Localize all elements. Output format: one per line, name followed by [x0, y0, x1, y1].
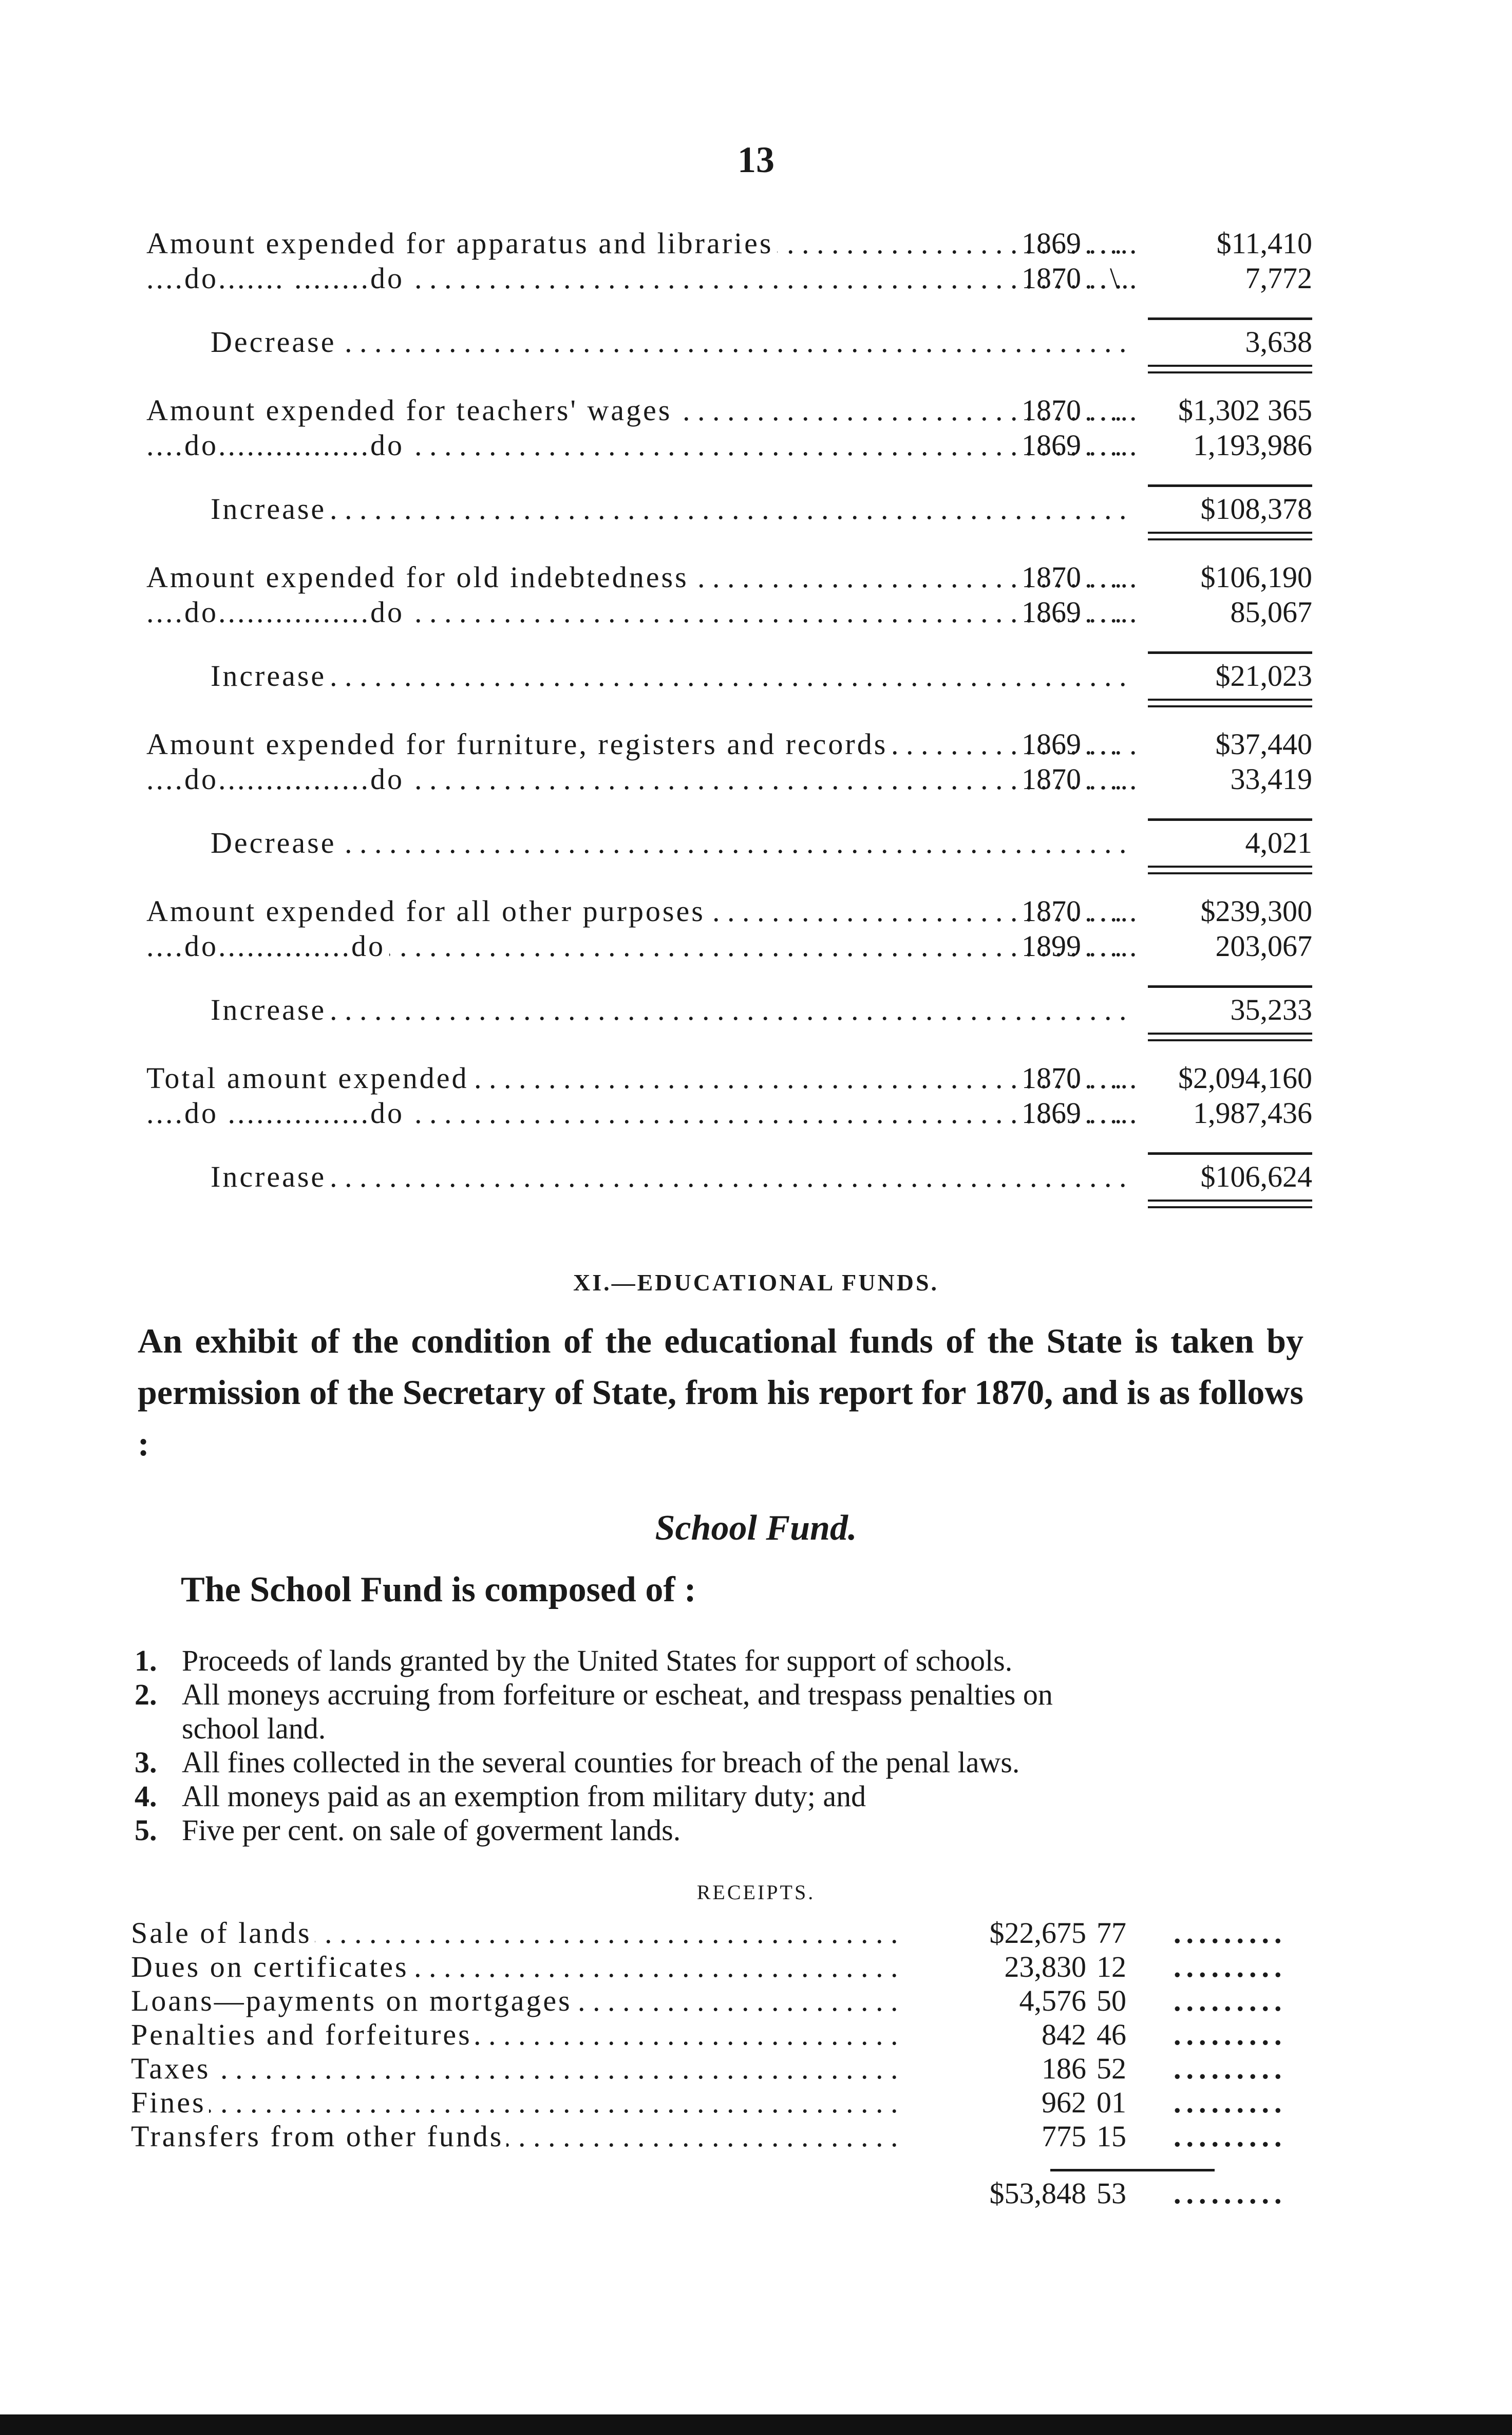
receipt-label: Transfers from other funds . . .	[131, 2120, 901, 2153]
line-year: 1870	[1022, 394, 1081, 427]
line-label: Amount expended for old indebtedness . . .	[146, 560, 1135, 595]
line-year: 1870	[1022, 261, 1081, 295]
line-tail: ....	[1089, 762, 1131, 796]
school-fund-subtitle: School Fund.	[655, 1508, 857, 1548]
single-rule	[1148, 1152, 1312, 1155]
fund-item-text: Proceeds of lands granted by the United States for support of schools.	[182, 1644, 1013, 1677]
result-label: Decrease . . .	[211, 325, 1135, 360]
line-tail: ....	[1089, 394, 1131, 427]
result-amount: $108,378	[1200, 492, 1312, 526]
fund-item	[135, 1780, 1311, 1813]
line-year: 1870	[1022, 762, 1081, 796]
expenditure-group	[146, 727, 1312, 859]
double-rule-b	[1148, 538, 1312, 540]
result-line	[146, 826, 1312, 860]
fund-item-number: 1.	[135, 1644, 157, 1677]
receipt-cents: 52	[1097, 2052, 1126, 2085]
result-label: Increase . . .	[211, 492, 1135, 527]
receipt-tail: .........	[1174, 1984, 1287, 2017]
section-title: XI.—EDUCATIONAL FUNDS.	[573, 1269, 939, 1296]
fund-item-number: 4.	[135, 1780, 157, 1813]
receipt-label: Fines . . .	[131, 2086, 901, 2120]
receipt-dollars: 775	[1042, 2120, 1086, 2153]
line-amount: 1,987,436	[1193, 1096, 1312, 1130]
result-amount: $21,023	[1215, 659, 1312, 692]
receipts-table	[131, 1916, 1292, 2210]
line-tail: ....	[1089, 560, 1131, 594]
line-year: 1870	[1022, 560, 1081, 594]
double-rule-b	[1148, 705, 1312, 707]
line-year: 1869	[1022, 227, 1081, 260]
receipt-dollars: 23,830	[1004, 1950, 1086, 1983]
receipts-total-cents: 53	[1097, 2177, 1126, 2210]
expenditure-line	[146, 929, 1312, 964]
result-line	[146, 659, 1312, 694]
line-tail: ....	[1089, 894, 1131, 928]
result-amount: 4,021	[1245, 826, 1312, 859]
line-label: Amount expended for all other purposes . . .	[146, 894, 1135, 929]
line-label: ....do................do . . .	[146, 428, 1135, 463]
receipt-row	[131, 2018, 1292, 2052]
expenditure-line	[146, 727, 1312, 762]
receipt-row	[131, 1984, 1292, 2018]
single-rule	[1148, 484, 1312, 487]
double-rule-b	[1148, 371, 1312, 373]
receipts-total-rule	[1050, 2169, 1215, 2171]
receipt-row	[131, 2120, 1292, 2153]
expenditure-line	[146, 428, 1312, 463]
receipt-label: Sale of lands . . .	[131, 1916, 901, 1950]
fund-item-number: 5.	[135, 1813, 157, 1847]
expenditure-line	[146, 226, 1312, 261]
double-rule-a	[1148, 699, 1312, 701]
receipt-dollars: 842	[1042, 2018, 1086, 2051]
receipt-tail: .........	[1174, 2018, 1287, 2051]
receipt-dollars: 962	[1042, 2086, 1086, 2119]
line-amount: 33,419	[1230, 762, 1312, 796]
fund-items-list	[135, 1644, 1311, 1847]
result-amount: 3,638	[1245, 325, 1312, 359]
result-line	[146, 992, 1312, 1027]
receipt-row	[131, 2086, 1292, 2120]
single-rule	[1148, 651, 1312, 654]
fund-item-text: All fines collected in the several counties for breach of the penal laws.	[182, 1746, 1020, 1779]
line-label: ....do....... ........do . . .	[146, 261, 1135, 296]
composed-of-heading: The School Fund is composed of :	[181, 1570, 696, 1609]
line-label: ....do................do . . .	[146, 595, 1135, 630]
line-amount: 1,193,986	[1193, 428, 1312, 462]
page-number: 13	[738, 139, 774, 180]
fund-item-number: 3.	[135, 1746, 157, 1779]
double-rule-a	[1148, 532, 1312, 534]
line-amount: $11,410	[1216, 227, 1312, 260]
fund-item-number: 2.	[135, 1678, 157, 1711]
fund-item-continuation: school land.	[182, 1712, 326, 1745]
line-year: 1869	[1022, 727, 1081, 761]
line-tail: ....	[1089, 227, 1131, 260]
line-amount: $106,190	[1200, 560, 1312, 594]
expenditure-line	[146, 393, 1312, 428]
line-amount: 7,772	[1245, 261, 1312, 295]
single-rule	[1148, 985, 1312, 988]
fund-item	[135, 1678, 1311, 1712]
double-rule-a	[1148, 365, 1312, 367]
scan-edge-bar	[0, 2414, 1512, 2435]
expenditure-group	[146, 1061, 1312, 1193]
expenditure-line	[146, 595, 1312, 630]
line-tail: ..\.	[1089, 261, 1132, 295]
fund-item-text: All moneys paid as an exemption from military duty; and	[182, 1780, 866, 1813]
expenditure-line	[146, 261, 1312, 296]
line-year: 1869	[1022, 595, 1081, 629]
receipt-tail: .........	[1174, 2052, 1287, 2085]
result-label: Decrease . . .	[211, 826, 1135, 860]
line-amount: $239,300	[1200, 894, 1312, 928]
double-rule-b	[1148, 1206, 1312, 1208]
double-rule-a	[1148, 1200, 1312, 1202]
line-label: Total amount expended . . .	[146, 1061, 1135, 1096]
receipt-cents: 15	[1097, 2120, 1126, 2153]
line-tail: ....	[1089, 595, 1131, 629]
expenditure-line	[146, 894, 1312, 929]
receipt-cents: 01	[1097, 2086, 1126, 2119]
line-label: Amount expended for teachers' wages . . .	[146, 393, 1135, 428]
line-label: Amount expended for furniture, registers and records . . .	[146, 727, 1135, 762]
receipt-tail: .........	[1174, 1916, 1287, 1950]
receipt-tail: .........	[1174, 2120, 1287, 2153]
line-year: 1899	[1022, 929, 1081, 963]
receipt-dollars: $22,675	[989, 1916, 1086, 1950]
result-line	[146, 492, 1312, 527]
result-label: Increase . . .	[211, 1159, 1135, 1194]
double-rule-b	[1148, 872, 1312, 874]
receipt-label: Dues on certificates . . .	[131, 1950, 901, 1984]
double-rule-a	[1148, 866, 1312, 868]
line-label: ....do..............do . . .	[146, 929, 1135, 964]
receipt-label: Taxes . . .	[131, 2052, 901, 2086]
expenditure-group	[146, 393, 1312, 526]
intro-paragraph: An exhibit of the condition of the educational funds of the State is taken by permission of the Secretary of State, from his report for 1870, and is as follows :	[138, 1321, 1303, 1463]
fund-item	[135, 1644, 1311, 1678]
receipt-label: Penalties and forfeitures . . .	[131, 2018, 901, 2052]
double-rule-a	[1148, 1033, 1312, 1035]
receipts-title: RECEIPTS.	[696, 1881, 816, 1904]
receipt-label: Loans—payments on mortgages . . .	[131, 1984, 901, 2018]
expenditure-line	[146, 1061, 1312, 1096]
line-amount: 203,067	[1215, 929, 1312, 963]
fund-item-text: All moneys accruing from forfeiture or escheat, and trespass penalties on	[182, 1678, 1053, 1711]
receipt-row	[131, 1916, 1292, 1950]
line-year: 1869	[1022, 428, 1081, 462]
fund-item-text: Five per cent. on sale of goverment lands.	[182, 1813, 681, 1847]
line-tail: ....	[1089, 428, 1131, 462]
line-tail: ....	[1089, 929, 1131, 963]
line-tail: ....	[1089, 1096, 1131, 1130]
line-tail: ...	[1089, 727, 1121, 761]
receipts-total-dollars: $53,848	[989, 2177, 1086, 2210]
receipt-dollars: 186	[1042, 2052, 1086, 2085]
receipt-cents: 50	[1097, 1984, 1126, 2017]
receipts-total-tail: .........	[1174, 2177, 1287, 2210]
result-label: Increase . . .	[211, 992, 1135, 1027]
line-amount: 85,067	[1230, 595, 1312, 629]
double-rule-b	[1148, 1039, 1312, 1041]
line-amount: $2,094,160	[1178, 1061, 1312, 1095]
result-amount: $106,624	[1200, 1160, 1312, 1193]
line-tail: ....	[1089, 1061, 1131, 1095]
line-year: 1870	[1022, 1061, 1081, 1095]
single-rule	[1148, 317, 1312, 320]
receipt-tail: .........	[1174, 2086, 1287, 2119]
line-year: 1870	[1022, 894, 1081, 928]
fund-item	[135, 1813, 1311, 1847]
receipt-row	[131, 1950, 1292, 1984]
result-line	[146, 325, 1312, 360]
expenditure-line	[146, 1096, 1312, 1131]
receipt-tail: .........	[1174, 1950, 1287, 1983]
expenditure-line	[146, 560, 1312, 595]
line-amount: $37,440	[1215, 727, 1312, 761]
single-rule	[1148, 818, 1312, 821]
receipts-total-row	[131, 2177, 1292, 2211]
receipt-cents: 12	[1097, 1950, 1126, 1983]
fund-item	[135, 1746, 1311, 1780]
line-label: ....do ...............do . . .	[146, 1096, 1135, 1131]
expenditure-line	[146, 762, 1312, 797]
line-amount: $1,302 365	[1178, 394, 1312, 427]
line-label: ....do................do . . .	[146, 762, 1135, 797]
line-year: 1869	[1022, 1096, 1081, 1130]
receipt-cents: 77	[1097, 1916, 1126, 1950]
line-label: Amount expended for apparatus and libraries . . .	[146, 226, 1135, 261]
expenditure-group	[146, 560, 1312, 692]
expenditure-group	[146, 894, 1312, 1026]
receipt-cents: 46	[1097, 2018, 1126, 2051]
result-label: Increase . . .	[211, 659, 1135, 694]
expenditure-group	[146, 226, 1312, 359]
receipt-dollars: 4,576	[1019, 1984, 1086, 2017]
result-amount: 35,233	[1230, 993, 1312, 1026]
result-line	[146, 1159, 1312, 1194]
receipt-row	[131, 2052, 1292, 2086]
